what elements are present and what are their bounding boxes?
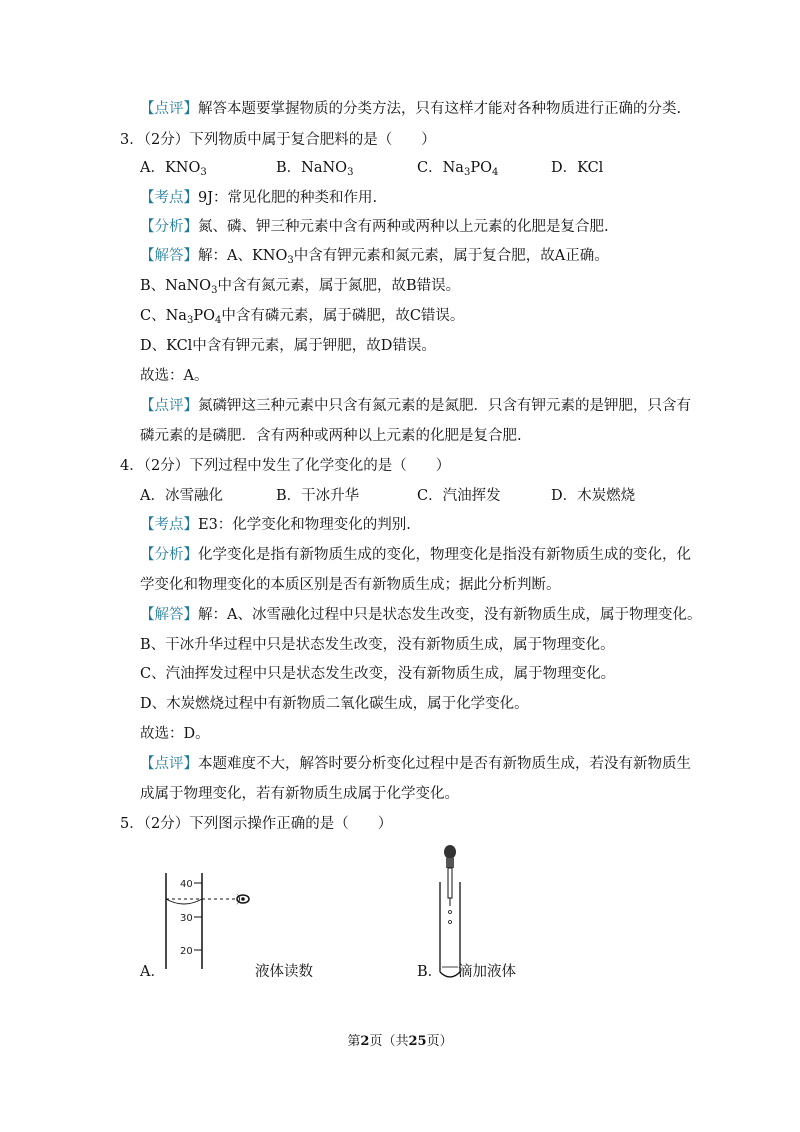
q4-answer: 故选：D。 xyxy=(140,726,210,742)
q3-answer: 故选：A。 xyxy=(140,368,209,384)
eye-icon xyxy=(236,893,249,905)
q4-analysis-cont: 学变化和物理变化的本质区别是否有新物质生成；据此分析判断。 xyxy=(140,577,561,593)
q3-knowledge-point: 【考点】9J：常见化肥的种类和作用. xyxy=(140,190,378,206)
q3-solution: 【解答】解：A、$KNO_3$中含有钾元素和氮元素，属于复合肥，故A正确。 xyxy=(140,248,609,266)
tick-label-20: 20 xyxy=(180,946,193,957)
q4-option-d: D．木炭燃烧 xyxy=(551,488,636,504)
q4-solution-b: B、干冰升华过程中只是状态发生改变，没有新物质生成，属于物理变化。 xyxy=(140,637,615,653)
q4-review-cont: 成属于物理变化，若有新物质生成属于化学变化。 xyxy=(140,786,459,802)
review-tag: 【点评】 xyxy=(140,101,198,117)
q5-option-b-caption: 滴加液体 xyxy=(458,964,516,980)
q3-option-a: A．$KNO_3$ xyxy=(140,160,207,178)
page-total: 25 xyxy=(408,1034,427,1049)
q3-option-c: C．$Na_3PO_4$ xyxy=(417,160,499,178)
review-line-prev: 【点评】解答本题要掌握物质的分类方法，只有这样才能对各种物质进行正确的分类. xyxy=(140,101,682,117)
q3-review-cont: 磷元素的是磷肥．含有两种或两种以上元素的化肥是复合肥. xyxy=(140,428,522,444)
tick-label-40: 40 xyxy=(180,879,193,890)
q3-option-d: D．KCl xyxy=(551,160,604,176)
q3-solution-c: C、$Na_3PO_4$中含有磷元素，属于磷肥，故C错误。 xyxy=(140,308,465,326)
q4-solution-d: D、木炭燃烧过程中有新物质二氧化碳生成，属于化学变化。 xyxy=(140,696,529,712)
page-number: 2 xyxy=(360,1034,370,1049)
q3-option-b: B．NaNO$_3$ xyxy=(276,160,354,178)
page-footer: 第2页（共25页） xyxy=(347,1034,453,1049)
q4-option-c: C．汽油挥发 xyxy=(417,488,501,504)
q5-option-b: B． xyxy=(417,964,443,980)
q4-review: 【点评】本题难度不大，解答时要分析变化过程中是否有新物质生成，若没有新物质生 xyxy=(140,756,691,772)
q4-analysis: 【分析】化学变化是指有新物质生成的变化，物理变化是指没有新物质生成的变化，化 xyxy=(140,547,691,563)
q3-solution-b: B、NaNO$_3$中含有氮元素，属于氮肥，故B错误。 xyxy=(140,278,461,296)
question-5-stem: 5．（2分）下列图示操作正确的是（ ） xyxy=(120,816,393,832)
q3-review: 【点评】氮磷钾这三种元素中只含有氮元素的是氮肥．只含有钾元素的是钾肥，只含有 xyxy=(140,398,691,414)
q4-knowledge-point: 【考点】E3：化学变化和物理变化的判别. xyxy=(140,517,411,533)
q4-option-b: B．干冰升华 xyxy=(276,488,360,504)
q4-option-a: A．冰雪融化 xyxy=(140,488,223,504)
q5-option-a-caption: 液体读数 xyxy=(255,964,313,980)
question-4-stem: 4．（2分）下列过程中发生了化学变化的是（ ） xyxy=(120,458,451,474)
q3-solution-d: D、KCl中含有钾元素，属于钾肥，故D错误。 xyxy=(140,338,436,354)
q3-analysis: 【分析】氮、磷、钾三种元素中含有两种或两种以上元素的化肥是复合肥. xyxy=(140,219,609,235)
tick-label-30: 30 xyxy=(180,913,193,924)
q4-solution: 【解答】解：A、冰雪融化过程中只是状态发生改变，没有新物质生成，属于物理变化。 xyxy=(140,607,702,623)
q5-option-a: A． xyxy=(140,964,165,980)
q4-solution-c: C、汽油挥发过程中只是状态发生改变，没有新物质生成，属于物理变化。 xyxy=(140,666,616,682)
figure-cylinder-reading xyxy=(150,865,260,975)
question-3-stem: 3．（2分）下列物质中属于复合肥料的是（ ） xyxy=(120,132,436,148)
